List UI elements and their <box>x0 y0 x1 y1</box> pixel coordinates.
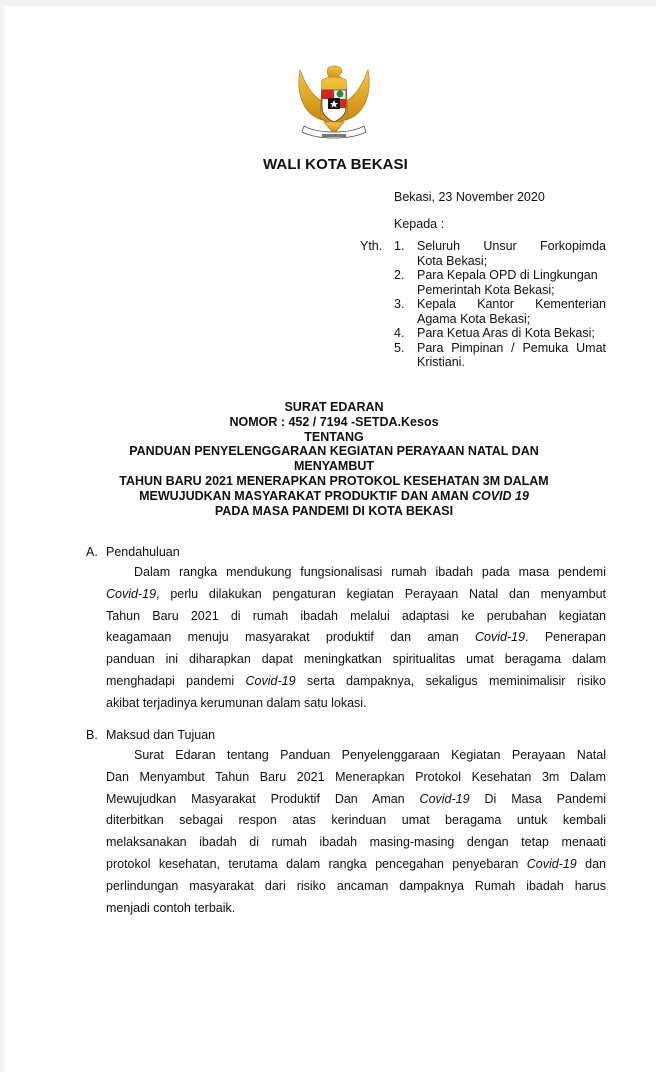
recipient-item: 1. Seluruh Unsur Forkopimda Kota Bekasi; <box>394 239 606 268</box>
paragraph-line <box>106 649 606 671</box>
paragraph-line <box>106 627 606 649</box>
subject-line: PADA MASA PANDEMI DI KOTA BEKASI <box>214 503 454 518</box>
text-run: Tahun Baru 2021 di rumah ibadah melalui adaptasi ke perubahan kegiatan <box>106 608 606 623</box>
paragraph-line <box>106 671 606 693</box>
recipient-item: 3. Kepala Kantor Kementerian Agama Kota Bekasi; <box>394 297 606 326</box>
text-run: Di Masa Pandemi <box>469 791 607 806</box>
section-heading: A. Pendahuluan <box>86 545 180 559</box>
recipient-item: 2. Para Kepala OPD di Lingkungan Pemerintah Kota Bekasi; <box>394 268 598 297</box>
italic-term: Covid-19 <box>245 673 296 688</box>
text-run: menghadapi pandemi <box>106 673 246 688</box>
kepada-label: Kepada : <box>394 217 445 231</box>
text-run: Mewujudkan Masyarakat Produktif Dan Aman <box>106 791 420 806</box>
text-run: Dan Menyambut Tahun Baru 2021 Menerapkan Protokol Kesehatan 3m Dalam <box>106 769 606 784</box>
section-pendahuluan <box>86 545 606 715</box>
paragraph-line <box>106 832 606 854</box>
section-paragraph <box>106 745 606 919</box>
italic-term: Covid-19 <box>419 791 470 806</box>
paragraph-line <box>106 810 606 832</box>
subject-line: PANDUAN PENYELENGGARAAN KEGIATAN PERAYAAN NATAL DAN <box>129 444 539 459</box>
subject-line: MENYAMBUT <box>293 459 375 474</box>
paragraph-line <box>106 584 606 606</box>
paragraph-line <box>106 854 606 876</box>
subject-line: TAHUN BARU 2021 MENERAPKAN PROTOKOL KESEHATAN 3M DALAM <box>119 473 549 488</box>
paragraph-line <box>106 789 606 811</box>
text-run: diterbitkan sebagai respon atas kerinduan umat beragama untuk kembali <box>106 813 606 828</box>
text-run: menjadi contoh terbaik. <box>106 900 236 915</box>
recipient-list <box>394 239 606 370</box>
paragraph-line <box>106 876 606 898</box>
recipient-item: 4. Para Ketua Aras di Kota Bekasi; <box>394 326 595 340</box>
doc-type: SURAT EDARAN <box>284 400 384 414</box>
paragraph-line <box>106 606 606 628</box>
paragraph-line <box>106 745 606 767</box>
text-run: , perlu dilakukan pengaturan kegiatan Perayaan Natal dan menyambut <box>156 586 606 601</box>
yth-label: Yth. <box>360 239 383 253</box>
text-run: panduan ini diharapkan dapat meningkatkan spiritualitas umat beragama dalam <box>106 652 606 667</box>
place-date: Bekasi, 23 November 2020 <box>394 190 545 204</box>
paragraph-line <box>106 898 606 920</box>
recipient-item: 5. Para Pimpinan / Pemuka Umat Kristiani. <box>394 340 606 369</box>
organization-title: WALI KOTA BEKASI <box>263 156 408 173</box>
italic-term: Covid-19 <box>106 586 157 601</box>
text-run: serta dampaknya, sekaligus meminimalisir risiko <box>295 673 606 688</box>
section-heading: B. Maksud dan Tujuan <box>86 728 216 742</box>
text-run: perlindungan masyarakat dari risiko ancaman dampaknya Rumah ibadah harus <box>106 878 606 893</box>
tentang-label: TENTANG <box>304 429 364 444</box>
garuda-emblem-icon <box>294 62 374 148</box>
paragraph-line <box>106 767 606 789</box>
text-run: melaksanakan ibadah di rumah ibadah masing-masing dengan tetap menaati <box>106 835 606 850</box>
text-run: dan <box>576 856 606 871</box>
text-run: protokol kesehatan, terutama dalam rangka pencegahan penyebaran <box>106 856 527 871</box>
text-run: keagamaan menuju masyarakat produktif dan aman <box>106 630 475 645</box>
circular-title-block <box>74 400 594 518</box>
subject-line: MEWUJUDKAN MASYARAKAT PRODUKTIF DAN AMAN COVID 19 <box>139 488 529 503</box>
text-run: . Penerapan <box>525 630 606 645</box>
paragraph-line <box>106 693 606 715</box>
text-run: akibat terjadinya kerumunan dalam satu lokasi. <box>106 695 367 710</box>
text-run: Surat Edaran tentang Panduan Penyelenggaraan Kegiatan Perayaan Natal <box>134 748 606 762</box>
italic-term: Covid-19 <box>475 630 526 645</box>
paragraph-line <box>106 562 606 584</box>
section-maksud-tujuan <box>86 728 606 919</box>
document-page <box>4 6 656 1072</box>
section-paragraph <box>106 562 606 715</box>
text-run: Dalam rangka mendukung fungsionalisasi rumah ibadah pada masa pendemi <box>134 565 606 579</box>
doc-number: NOMOR : 452 / 7194 -SETDA.Kesos <box>229 414 439 429</box>
italic-term: Covid-19 <box>526 856 577 871</box>
